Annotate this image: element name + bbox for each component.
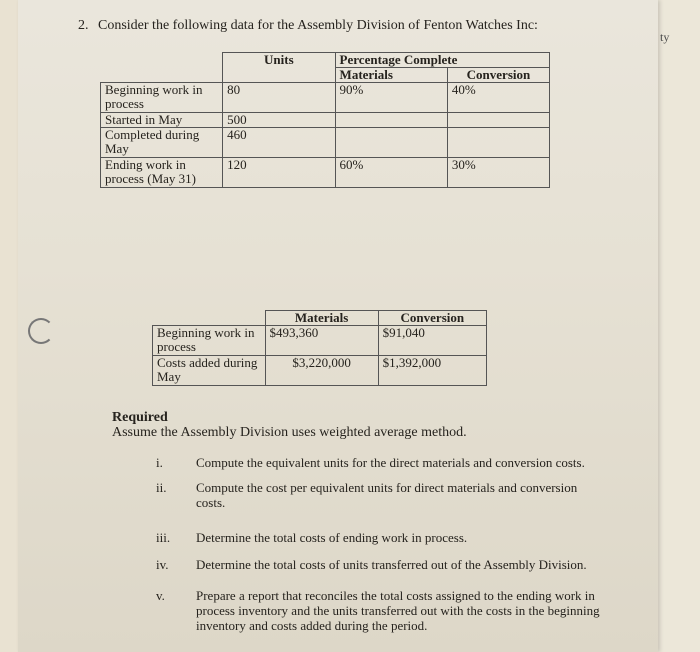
row-materials <box>335 113 447 128</box>
row-materials: 90% <box>335 83 447 113</box>
task-text: Determine the total costs of ending work in process. <box>196 530 468 545</box>
task-numeral: i. <box>156 455 163 470</box>
cost-row-conversion: $1,392,000 <box>378 356 486 386</box>
costs-materials-header: Materials <box>265 311 378 326</box>
row-units: 80 <box>223 83 335 113</box>
row-units: 460 <box>223 128 335 158</box>
row-conversion: 40% <box>447 83 549 113</box>
required-intro: Assume the Assembly Division uses weighted average method. <box>112 425 467 440</box>
cost-row-conversion: $91,040 <box>378 326 486 356</box>
page-edge-text: ty <box>660 30 670 44</box>
costs-table <box>152 310 487 386</box>
task-text: Determine the total costs of units transferred out of the Assembly Division. <box>196 557 587 572</box>
cost-row-materials: $3,220,000 <box>265 356 378 386</box>
cost-row-label: Beginning work in process <box>153 326 266 356</box>
units-table <box>100 52 550 188</box>
percentage-complete-header: Percentage Complete <box>335 53 549 68</box>
required-section <box>112 410 467 440</box>
units-conversion-header: Conversion <box>447 68 549 83</box>
units-materials-header: Materials <box>335 68 447 83</box>
cost-row-label: Costs added during May <box>153 356 266 386</box>
row-label: Started in May <box>101 113 223 128</box>
required-title: Required <box>112 410 168 425</box>
row-label: Beginning work in process <box>101 83 223 113</box>
task-text: Compute the equivalent units for the direct materials and conversion costs. <box>196 455 585 470</box>
row-units: 120 <box>223 158 335 188</box>
task-numeral: iv. <box>156 557 169 572</box>
cost-row-materials: $493,360 <box>265 326 378 356</box>
units-table-corner <box>101 53 223 83</box>
row-units: 500 <box>223 113 335 128</box>
task-numeral: ii. <box>156 480 167 495</box>
row-materials: 60% <box>335 158 447 188</box>
costs-table-corner <box>153 311 266 326</box>
units-header: Units <box>223 53 335 83</box>
row-conversion <box>447 113 549 128</box>
costs-conversion-header: Conversion <box>378 311 486 326</box>
question-text: Consider the following data for the Assembly Division of Fenton Watches Inc: <box>98 18 538 33</box>
row-materials <box>335 128 447 158</box>
question-number: 2. <box>78 18 89 33</box>
task-text: Compute the cost per equivalent units for direct materials and conversion costs. <box>196 480 578 510</box>
task-numeral: iii. <box>156 530 171 545</box>
task-text: Prepare a report that reconciles the total costs assigned to the ending work in process inventory and the units transferred out with the costs in the beginning inventory and costs added during the period. <box>196 588 600 633</box>
row-label: Completed during May <box>101 128 223 158</box>
row-conversion <box>447 128 549 158</box>
bracket-mark <box>28 318 54 344</box>
row-conversion: 30% <box>447 158 549 188</box>
question-heading <box>78 18 538 34</box>
task-numeral: v. <box>156 588 165 603</box>
row-label: Ending work in process (May 31) <box>101 158 223 188</box>
